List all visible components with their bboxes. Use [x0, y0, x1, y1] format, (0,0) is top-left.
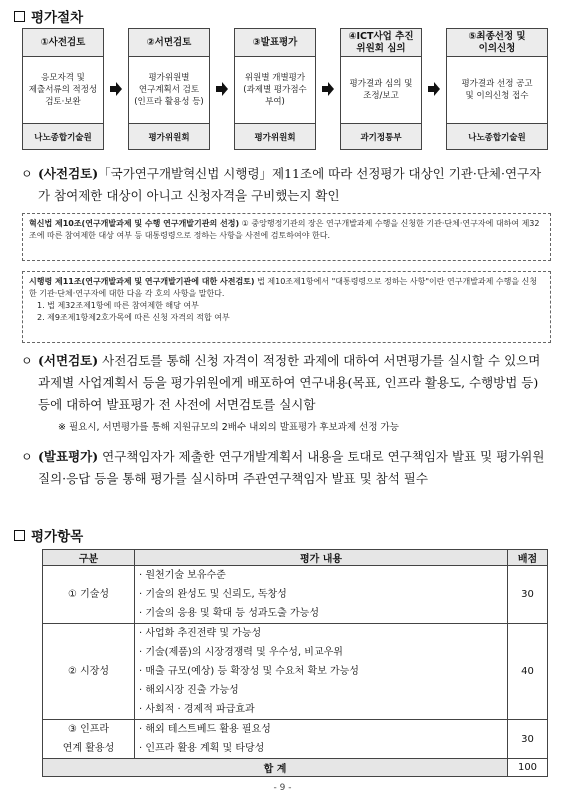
row-item: · 해외 테스트베드 활용 필요성 [139, 724, 271, 735]
bullet-label: (서면검토) [38, 353, 99, 368]
row-item: · 사업화 추진전략 및 가능성 [139, 628, 262, 639]
bullet-mark: ㅇ [21, 354, 33, 368]
checkbox-square-icon [14, 11, 25, 22]
flow-stage-3 [234, 28, 316, 150]
table-header-points: 배점 [508, 550, 548, 566]
evaluation-table [42, 549, 548, 777]
table-total-row [43, 759, 548, 777]
arrow-right-icon [428, 82, 440, 96]
flow-stage-4 [340, 28, 422, 150]
flow-stage-foot: 나노종합기술원 [23, 123, 103, 149]
row-category: ① 기술성 [43, 566, 135, 624]
law-title: 혁신법 제10조(연구개발과제 및 수행 연구개발기관의 선정) [29, 219, 240, 228]
bullet-presentation [21, 446, 550, 490]
bullet-pre-review [21, 163, 550, 207]
flow-stage-body: 평가위원별 연구계획서 검토 (인프라 활용성 등) [134, 72, 204, 108]
row-item: · 기술의 완성도 및 신뢰도, 독창성 [139, 589, 287, 600]
law-text: 법 제10조제1항에서 "대통령령으로 정하는 사항"이란 연구개발과제 수행을 신청한 기관·단체·연구자에 대한 다음 각 호의 사항을 말한다. [29, 277, 538, 298]
row-points: 30 [508, 720, 548, 759]
law-title: 시행령 제11조(연구개발과제 및 연구개발기관에 대한 사전검토) [29, 277, 255, 286]
row-category: ② 시장성 [43, 624, 135, 720]
section-title-procedure [14, 6, 83, 26]
flow-stage-head: ③발표평가 [235, 29, 315, 57]
evaluation-flow [22, 28, 548, 150]
page-number: - 9 - [273, 783, 292, 793]
flow-stage-body: 응모자격 및 제출서류의 적정성 검토·보완 [28, 72, 98, 108]
law-text: ① 중앙행정기관의 장은 연구개발과제 수행을 신청한 기관·단체·연구자에 대하여 제32조에 따른 참여제한 대상 여부 등 대통령령으로 정하는 사항을 사전에 검토하여야 한다. [29, 219, 540, 240]
table-header-category: 구분 [43, 550, 135, 566]
row-item: · 해외시장 진출 가능성 [139, 685, 239, 696]
row-items [135, 624, 508, 720]
row-item: · 기술의 응용 및 확대 등 성과도출 가능성 [139, 608, 319, 619]
table-row [43, 624, 548, 720]
flow-stage-body: 평가결과 선정 공고 및 이의신청 접수 [461, 78, 533, 101]
arrow-right-icon [110, 82, 122, 96]
row-items [135, 720, 508, 759]
row-category: ③ 인프라 연계 활용성 [43, 720, 135, 759]
flow-stage-body: 평가결과 심의 및 조정/보고 [349, 78, 413, 101]
row-item: · 원천기술 보유수준 [139, 570, 226, 581]
flow-stage-foot: 나노종합기술원 [447, 123, 547, 149]
section-title-text: 평가절차 [31, 10, 84, 26]
law-item-2: 2. 제9조제1항제2호가목에 따른 신청 자격의 적합 여부 [37, 313, 230, 322]
section-title-text: 평가항목 [31, 529, 84, 545]
flow-stage-body: 위원별 개별평가 (과제별 평가점수 부여) [243, 72, 307, 108]
table-row [43, 566, 548, 624]
flow-stage-foot: 평가위원회 [235, 123, 315, 149]
table-header-content: 평가 내용 [135, 550, 508, 566]
bullet-text: 사전검토를 통해 신청 자격이 적정한 과제에 대하여 서면평가를 실시할 수 있으며 과제별 사업계획서 등을 평가위원에게 배포하여 연구내용(목표, 인프라 활용도, 수행방법 등) 등에 대하여 발표평가 전 사전에 서면검토를 실시함 [38, 353, 541, 412]
row-item: · 인프라 활용 계획 및 타당성 [139, 743, 265, 754]
table-row [43, 720, 548, 759]
bullet-text: 연구책임자가 제출한 연구개발계획서 내용을 토대로 연구책임자 발표 및 평가위원 질의·응답 등을 통해 평가를 실시하며 주관연구책임자 발표 및 참석 필수 [38, 449, 545, 486]
arrow-right-icon [216, 82, 228, 96]
arrow-right-icon [322, 82, 334, 96]
flow-stage-head: ②서면검토 [129, 29, 209, 57]
row-points: 40 [508, 624, 548, 720]
row-item: · 매출 규모(예상) 등 확장성 및 수요처 확보 가능성 [139, 666, 359, 677]
law-box-enforcement-decree [22, 271, 551, 343]
checkbox-square-icon [14, 530, 25, 541]
section-title-items [14, 525, 83, 545]
row-item: · 기술(제품)의 시장경쟁력 및 우수성, 비교우위 [139, 647, 343, 658]
row-points: 30 [508, 566, 548, 624]
note-text: ※ 필요시, 서면평가를 통해 지원규모의 2배수 내외의 발표평가 후보과제 선정 가능 [58, 422, 399, 433]
flow-stage-head: ④ICT사업 추진 위원회 심의 [341, 29, 421, 57]
law-box-innovation-act [22, 213, 551, 261]
flow-stage-foot: 평가위원회 [129, 123, 209, 149]
bullet-label: (사전검토) [38, 166, 99, 181]
total-label: 합 계 [43, 759, 508, 777]
flow-stage-head: ⑤최종선정 및 이의신청 [447, 29, 547, 57]
row-items [135, 566, 508, 624]
flow-stage-2 [128, 28, 210, 150]
bullet-text: 「국가연구개발혁신법 시행령」제11조에 따라 선정평가 대상인 기관·단체·연구자가 참여제한 대상이 아니고 신청자격을 구비했는지 확인 [38, 166, 542, 203]
flow-stage-5 [446, 28, 548, 150]
total-points: 100 [508, 759, 548, 777]
bullet-document-review [21, 350, 550, 416]
row-item: · 사회적 · 경제적 파급효과 [139, 704, 255, 715]
table-header-row [43, 550, 548, 566]
bullet-label: (발표평가) [38, 449, 99, 464]
flow-stage-head: ①사전검토 [23, 29, 103, 57]
law-item-1: 1. 법 제32조제1항에 따른 참여제한 해당 여부 [37, 301, 199, 310]
bullet-mark: ㅇ [21, 167, 33, 181]
flow-stage-1 [22, 28, 104, 150]
flow-stage-foot: 과기정통부 [341, 123, 421, 149]
bullet-mark: ㅇ [21, 450, 33, 464]
